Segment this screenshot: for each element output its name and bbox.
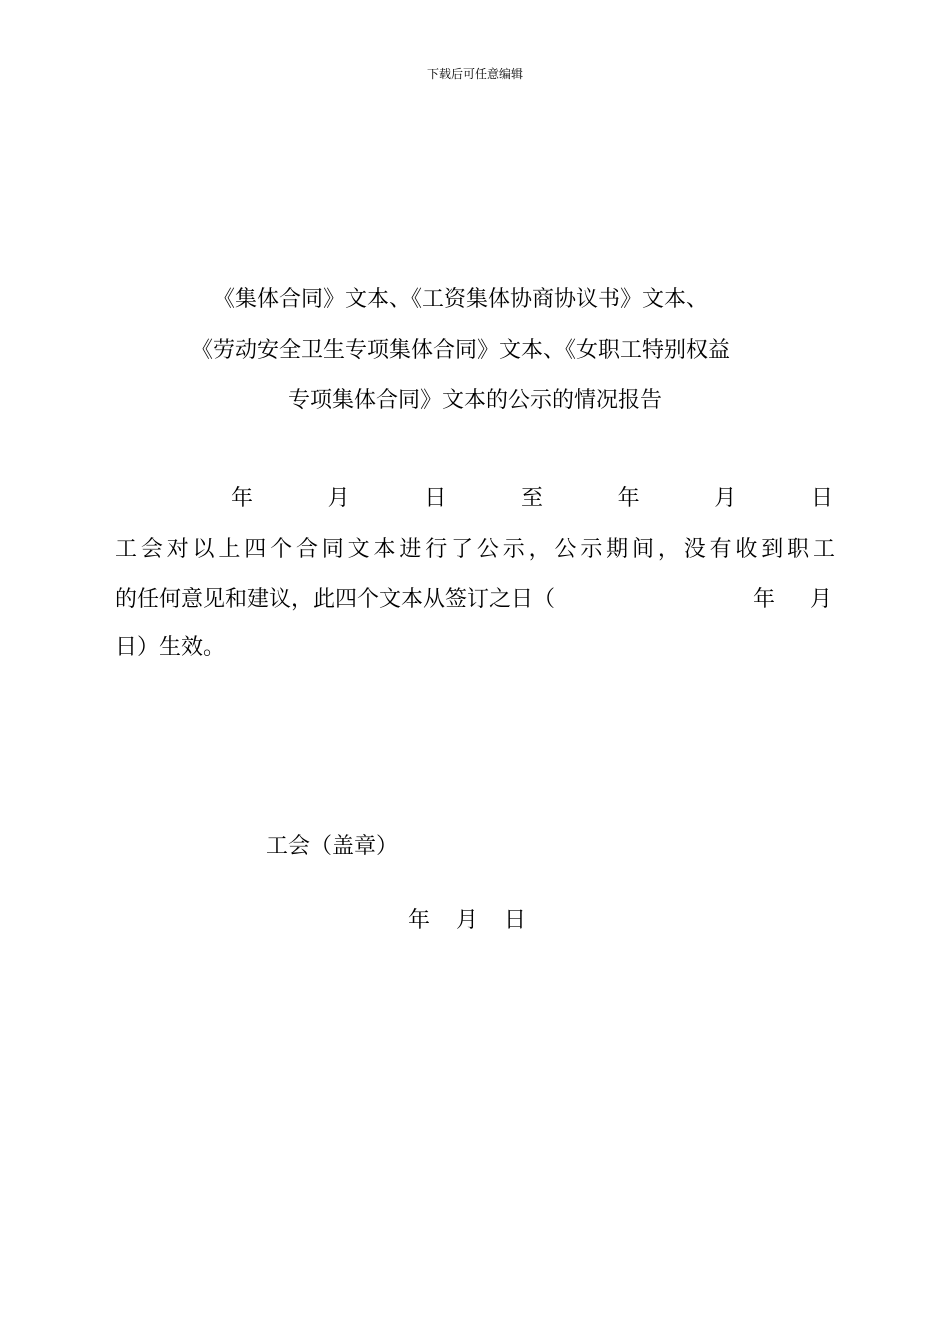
date-year-end: 年: [617, 486, 640, 511]
title-line-3: 专项集体合同》文本的公示的情况报告: [288, 388, 663, 413]
signature-year: 年: [408, 908, 431, 933]
body-line-3: 日）生效。: [115, 635, 226, 660]
date-to: 至: [520, 486, 543, 511]
effective-month: 月: [810, 587, 833, 612]
signature-month: 月: [456, 908, 479, 933]
body-line-1: 工会对以上四个合同文本进行了公示，公示期间，没有收到职工: [115, 537, 835, 562]
signature-date: [408, 906, 552, 936]
signature-day: 日: [504, 908, 527, 933]
title-line-2: 《劳动安全卫生专项集体合同》文本、《女职工特别权益: [191, 338, 731, 363]
date-day-end: 日: [810, 486, 833, 511]
date-range-row: [231, 484, 833, 514]
union-seal-label: 工会（盖章）: [266, 834, 399, 859]
body-line-2: 的任何意见和建议，此四个文本从签订之日（: [115, 587, 556, 612]
date-day-start: 日: [424, 486, 447, 511]
date-month-end: 月: [714, 486, 737, 511]
header-note: 下载后可任意编辑: [426, 67, 523, 81]
title-line-1: 《集体合同》文本、《工资集体协商协议书》文本、: [213, 287, 709, 312]
effective-year: 年: [753, 587, 776, 612]
date-year-start: 年: [231, 486, 254, 511]
date-month-start: 月: [327, 486, 350, 511]
